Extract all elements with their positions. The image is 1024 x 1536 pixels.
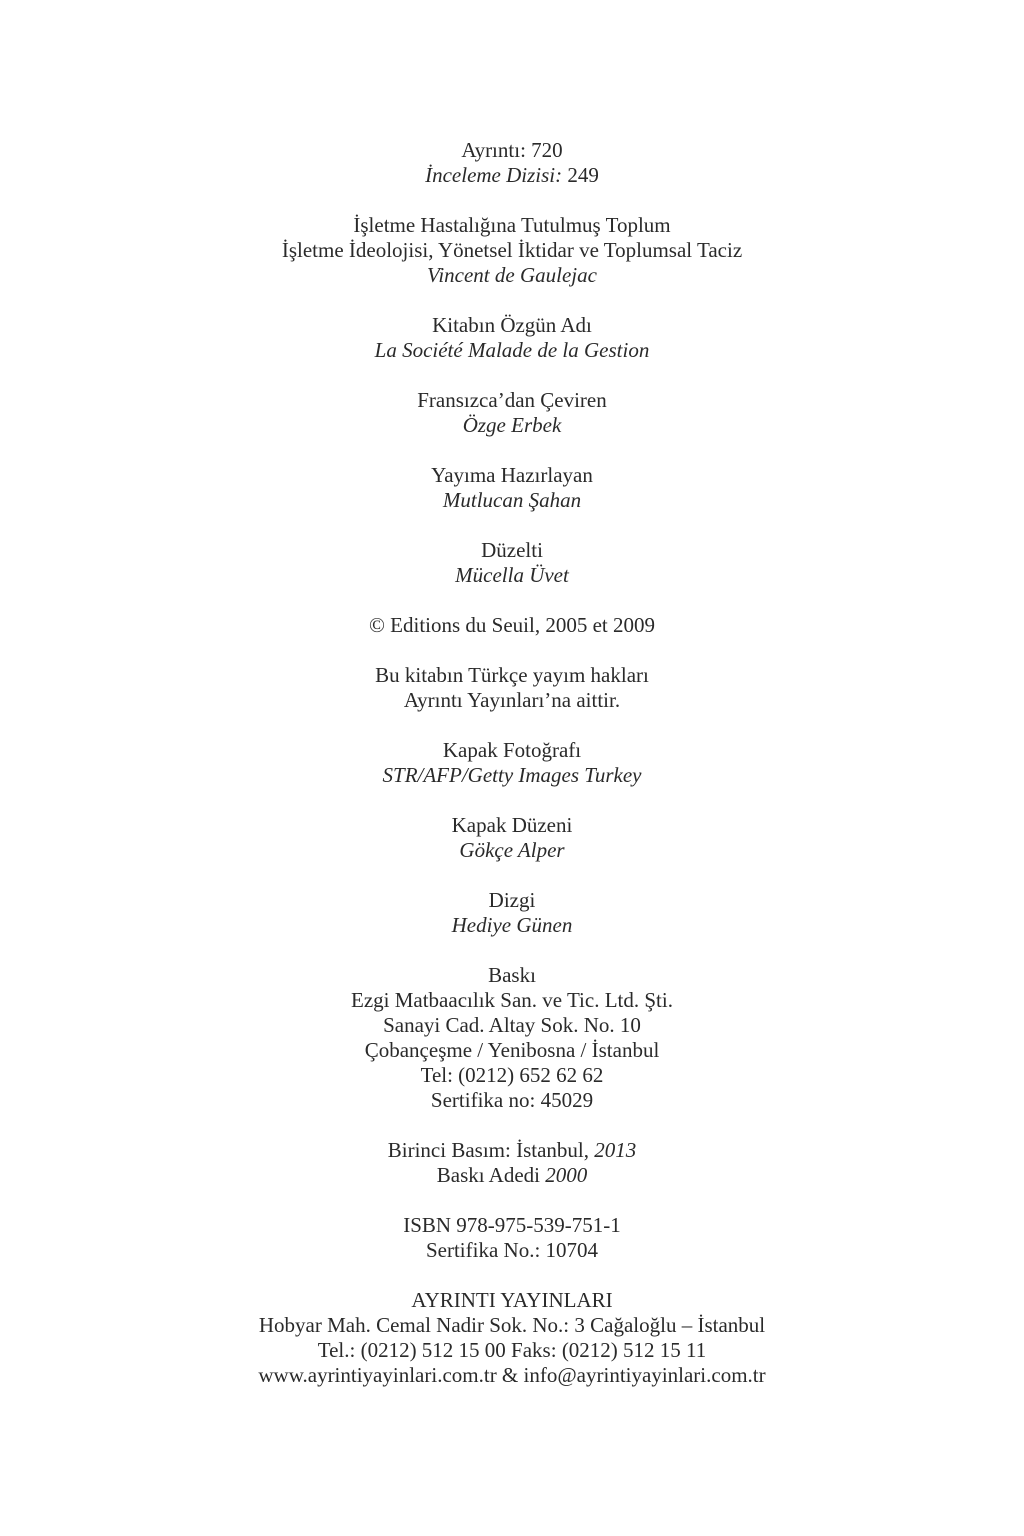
publisher-web: www.ayrintiyayinlari.com.tr & info@ayrintiyayinlari.com.tr bbox=[258, 1363, 766, 1387]
printing-address-1: Sanayi Cad. Altay Sok. No. 10 bbox=[383, 1013, 641, 1037]
cover-photo-value: STR/AFP/Getty Images Turkey bbox=[382, 763, 642, 787]
cover-design-value: Gökçe Alper bbox=[459, 838, 565, 862]
typesetting-value: Hediye Günen bbox=[451, 913, 573, 937]
book-author: Vincent de Gaulejac bbox=[427, 263, 597, 287]
colophon-page bbox=[0, 138, 1024, 1413]
printing-company: Ezgi Matbaacılık San. ve Tic. Ltd. Şti. bbox=[351, 988, 673, 1012]
proofreading-label: Düzelti bbox=[481, 538, 543, 562]
cover-design-block bbox=[0, 813, 1024, 863]
printing-phone: Tel: (0212) 652 62 62 bbox=[420, 1063, 604, 1087]
cover-photo-label: Kapak Fotoğrafı bbox=[442, 738, 582, 762]
series-block bbox=[0, 138, 1024, 188]
copyright-line: © Editions du Seuil, 2005 et 2009 bbox=[368, 613, 656, 637]
typesetting-block bbox=[0, 888, 1024, 938]
publisher-block bbox=[0, 1288, 1024, 1388]
series-label: İnceleme Dizisi: bbox=[425, 163, 563, 187]
book-subtitle: İşletme İdeolojisi, Yönetsel İktidar ve Toplumsal Taciz bbox=[281, 238, 743, 262]
edition-block bbox=[0, 1138, 1024, 1188]
series-number-line: Ayrıntı: 720 bbox=[461, 138, 563, 162]
rights-line-2: Ayrıntı Yayınları’na aittir. bbox=[403, 688, 621, 712]
original-title-label: Kitabın Özgün Adı bbox=[432, 313, 592, 337]
rights-line-1: Bu kitabın Türkçe yayım hakları bbox=[375, 663, 649, 687]
first-edition-label: Birinci Basım: İstanbul, bbox=[387, 1138, 589, 1162]
original-title-value: La Société Malade de la Gestion bbox=[374, 338, 650, 362]
isbn-block bbox=[0, 1213, 1024, 1263]
proofreading-value: Mücella Üvet bbox=[455, 563, 569, 587]
editor-value: Mutlucan Şahan bbox=[442, 488, 582, 512]
cover-photo-block bbox=[0, 738, 1024, 788]
isbn-line: ISBN 978-975-539-751-1 bbox=[403, 1213, 621, 1237]
printing-label: Baskı bbox=[488, 963, 536, 987]
copies-value: 2000 bbox=[545, 1163, 588, 1187]
publisher-contact: Tel.: (0212) 512 15 00 Faks: (0212) 512 15 11 bbox=[317, 1338, 707, 1362]
copies-label: Baskı Adedi bbox=[436, 1163, 540, 1187]
printing-certificate: Sertifika no: 45029 bbox=[430, 1088, 594, 1112]
isbn-certificate: Sertifika No.: 10704 bbox=[425, 1238, 599, 1262]
rights-block bbox=[0, 663, 1024, 713]
proofreading-block bbox=[0, 538, 1024, 588]
first-edition-line bbox=[0, 1138, 1024, 1163]
series-number: 249 bbox=[567, 163, 599, 187]
copyright-block bbox=[0, 613, 1024, 638]
original-title-block bbox=[0, 313, 1024, 363]
series-line bbox=[0, 163, 1024, 188]
editor-label: Yayıma Hazırlayan bbox=[431, 463, 593, 487]
publisher-address: Hobyar Mah. Cemal Nadir Sok. No.: 3 Cağaloğlu – İstanbul bbox=[258, 1313, 766, 1337]
translator-value: Özge Erbek bbox=[462, 413, 562, 437]
book-block bbox=[0, 213, 1024, 288]
translator-label: Fransızca’dan Çeviren bbox=[417, 388, 607, 412]
first-edition-year: 2013 bbox=[594, 1138, 637, 1162]
typesetting-label: Dizgi bbox=[488, 888, 536, 912]
editor-block bbox=[0, 463, 1024, 513]
copies-line bbox=[0, 1163, 1024, 1188]
book-title: İşletme Hastalığına Tutulmuş Toplum bbox=[353, 213, 671, 237]
publisher-name: AYRINTI YAYINLARI bbox=[411, 1288, 613, 1312]
translator-block bbox=[0, 388, 1024, 438]
cover-design-label: Kapak Düzeni bbox=[451, 813, 573, 837]
printing-address-2: Çobançeşme / Yenibosna / İstanbul bbox=[364, 1038, 660, 1062]
printing-block bbox=[0, 963, 1024, 1113]
